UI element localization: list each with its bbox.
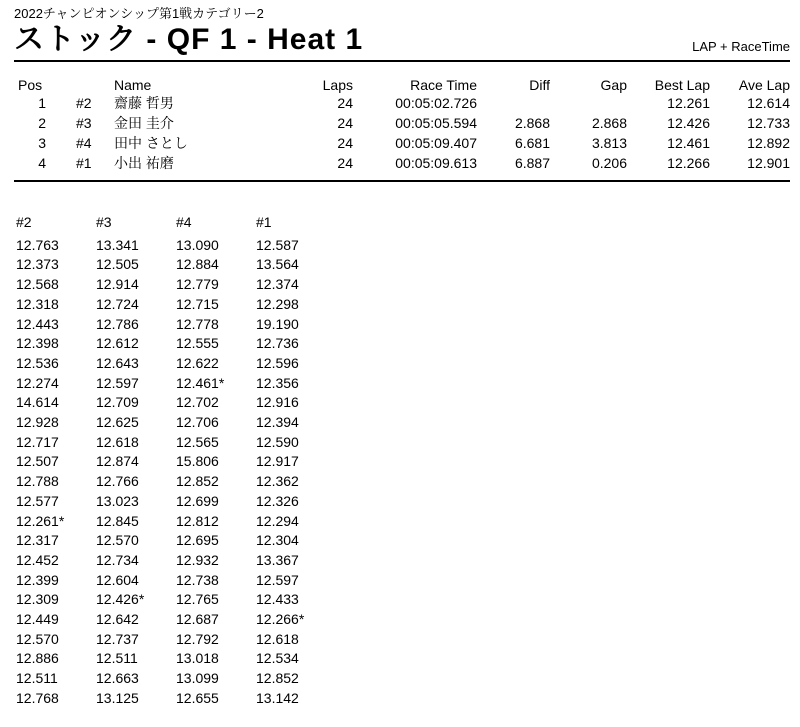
lap-time-cell: 12.852	[256, 670, 299, 687]
lap-time-cell: 12.461*	[176, 374, 225, 391]
lap-time-cell: 12.792	[176, 630, 219, 647]
result-cell-ave-lap: 12.901	[747, 155, 790, 171]
lap-time-cell: 12.642	[96, 611, 139, 628]
lap-time-cell: 12.916	[256, 394, 299, 411]
lap-time-cell: 12.511	[16, 670, 58, 687]
lap-row	[14, 590, 334, 610]
result-cell-name: 金田 圭介	[114, 115, 174, 131]
lap-time-cell: 12.318	[16, 295, 59, 312]
lap-row	[14, 512, 334, 532]
lap-time-cell: 12.715	[176, 295, 219, 312]
lap-row	[14, 295, 334, 315]
lap-row	[14, 571, 334, 591]
lap-time-cell: 12.655	[176, 689, 219, 706]
lap-time-cell: 12.734	[96, 551, 139, 568]
lap-time-cell: 12.304	[256, 532, 299, 549]
lap-time-cell: 12.706	[176, 414, 219, 431]
lap-time-cell: 13.099	[176, 670, 219, 687]
lap-time-cell: 12.577	[16, 492, 59, 509]
lap-time-cell: 12.555	[176, 335, 219, 352]
lap-time-cell: 12.326	[256, 492, 299, 509]
result-cell-best-lap: 12.266	[667, 155, 710, 171]
lap-time-cell: 12.426*	[96, 591, 145, 608]
lap-time-cell: 12.394	[256, 414, 299, 431]
lap-time-cell: 12.788	[16, 473, 59, 490]
lap-row	[14, 354, 334, 374]
result-cell-best-lap: 12.261	[667, 95, 710, 111]
lap-col-header-car1: #1	[256, 214, 272, 230]
col-header-ave-lap: Ave Lap	[738, 77, 790, 93]
result-row	[14, 133, 790, 153]
result-cell-gap: 3.813	[591, 135, 627, 151]
lap-time-cell: 13.125	[96, 689, 139, 706]
lap-time-cell: 12.597	[96, 374, 139, 391]
result-cell-pos: 3	[38, 135, 46, 151]
lap-time-cell: 12.534	[256, 650, 299, 667]
lap-time-cell: 12.886	[16, 650, 59, 667]
lap-time-cell: 12.917	[256, 453, 299, 470]
lap-time-cell: 15.806	[176, 453, 219, 470]
col-header-diff: Diff	[529, 77, 550, 93]
result-cell-best-lap: 12.461	[667, 135, 710, 151]
lap-row	[14, 610, 334, 630]
lap-time-cell: 12.587	[256, 236, 299, 253]
lap-time-cell: 13.023	[96, 492, 139, 509]
lap-time-cell: 12.261*	[16, 512, 65, 529]
col-header-name: Name	[114, 77, 152, 93]
lap-time-cell: 12.399	[16, 571, 59, 588]
lap-time-cell: 12.266*	[256, 611, 305, 628]
result-cell-name: 田中 さとし	[114, 135, 188, 151]
lap-time-cell: 12.536	[16, 354, 59, 371]
lap-time-cell: 12.298	[256, 295, 299, 312]
lap-time-cell: 12.812	[176, 512, 219, 529]
result-row	[14, 153, 790, 173]
results-table	[14, 77, 790, 173]
lap-time-cell: 12.845	[96, 512, 139, 529]
lap-time-cell: 12.768	[16, 689, 59, 706]
lap-time-cell: 12.695	[176, 532, 219, 549]
result-cell-race-time: 00:05:09.407	[395, 135, 477, 151]
lap-time-cell: 12.663	[96, 670, 139, 687]
lap-row	[14, 334, 334, 354]
lap-time-cell: 12.449	[16, 611, 59, 628]
lap-time-cell: 12.717	[16, 433, 59, 450]
lap-time-cell: 12.596	[256, 354, 299, 371]
result-cell-pos: 1	[38, 95, 46, 111]
lap-time-cell: 12.852	[176, 473, 219, 490]
lap-time-cell: 14.614	[16, 394, 59, 411]
result-cell-ave-lap: 12.614	[747, 95, 790, 111]
lap-time-cell: 12.724	[96, 295, 139, 312]
result-cell-race-time: 00:05:05.594	[395, 115, 477, 131]
lap-row	[14, 275, 334, 295]
result-cell-car: #2	[76, 95, 92, 111]
lap-time-cell: 12.884	[176, 256, 219, 273]
lap-row	[14, 630, 334, 650]
result-cell-name: 小出 祐磨	[114, 155, 174, 171]
result-cell-gap: 0.206	[591, 155, 627, 171]
lap-time-cell: 12.618	[96, 433, 139, 450]
result-cell-car: #3	[76, 115, 92, 131]
result-cell-laps: 24	[337, 95, 353, 111]
lap-row	[14, 689, 334, 709]
lap-time-cell: 12.736	[256, 335, 299, 352]
lap-time-cell: 12.433	[256, 591, 299, 608]
lap-times-body	[14, 236, 334, 709]
col-header-race-time: Race Time	[410, 77, 477, 93]
lap-row	[14, 433, 334, 453]
lap-time-cell: 12.597	[256, 571, 299, 588]
lap-time-cell: 12.766	[96, 473, 139, 490]
lap-col-header-car3: #3	[96, 214, 112, 230]
lap-time-cell: 12.914	[96, 276, 139, 293]
col-header-laps: Laps	[322, 77, 353, 93]
result-cell-car: #1	[76, 155, 92, 171]
result-row	[14, 93, 790, 113]
result-cell-race-time: 00:05:09.613	[395, 155, 477, 171]
col-header-gap: Gap	[600, 77, 627, 93]
lap-time-cell: 12.779	[176, 276, 219, 293]
lap-row	[14, 413, 334, 433]
results-header-row	[14, 77, 790, 93]
lap-time-cell: 12.737	[96, 630, 139, 647]
lap-col-header-car2: #2	[16, 214, 32, 230]
lap-time-cell: 12.874	[96, 453, 139, 470]
results-section	[14, 77, 790, 182]
lap-time-cell: 12.398	[16, 335, 59, 352]
lap-time-cell: 13.341	[96, 236, 139, 253]
result-cell-ave-lap: 12.892	[747, 135, 790, 151]
lap-time-cell: 12.511	[96, 650, 138, 667]
result-cell-diff: 6.681	[514, 135, 550, 151]
lap-time-cell: 12.570	[96, 532, 139, 549]
lap-time-cell: 12.309	[16, 591, 59, 608]
result-row	[14, 113, 790, 133]
lap-row	[14, 649, 334, 669]
result-cell-pos: 2	[38, 115, 46, 131]
lap-time-cell: 12.643	[96, 354, 139, 371]
lap-time-cell: 12.452	[16, 551, 59, 568]
lap-time-cell: 12.356	[256, 374, 299, 391]
col-header-best-lap: Best Lap	[654, 77, 710, 93]
lap-time-cell: 13.090	[176, 236, 219, 253]
title-row	[14, 22, 790, 62]
lap-time-cell: 12.604	[96, 571, 139, 588]
lap-time-cell: 12.565	[176, 433, 219, 450]
col-header-pos: Pos	[18, 77, 43, 93]
lap-header-row	[14, 213, 334, 236]
lap-time-cell: 12.374	[256, 276, 299, 293]
lap-col-header-car4: #4	[176, 214, 192, 230]
lap-time-cell: 12.738	[176, 571, 219, 588]
lap-time-cell: 12.373	[16, 256, 59, 273]
lap-row	[14, 452, 334, 472]
result-cell-gap: 2.868	[591, 115, 627, 131]
lap-time-cell: 12.687	[176, 611, 219, 628]
result-cell-best-lap: 12.426	[667, 115, 710, 131]
lap-time-cell: 13.142	[256, 689, 299, 706]
col-header-car	[54, 77, 114, 93]
lap-time-cell: 12.443	[16, 315, 59, 332]
result-cell-ave-lap: 12.733	[747, 115, 790, 131]
lap-row	[14, 551, 334, 571]
lap-row	[14, 472, 334, 492]
lap-time-cell: 12.625	[96, 414, 139, 431]
lap-time-cell: 12.590	[256, 433, 299, 450]
lap-time-cell: 12.763	[16, 236, 59, 253]
lap-times-table	[14, 213, 334, 709]
lap-time-cell: 12.709	[96, 394, 139, 411]
lap-time-cell: 12.765	[176, 591, 219, 608]
lap-time-cell: 12.274	[16, 374, 59, 391]
lap-time-cell: 12.702	[176, 394, 219, 411]
result-cell-laps: 24	[337, 115, 353, 131]
lap-time-cell: 12.622	[176, 354, 219, 371]
page-title: ストック - QF 1 - Heat 1	[14, 23, 364, 56]
lap-time-cell: 12.317	[16, 532, 59, 549]
lap-row	[14, 492, 334, 512]
lap-row	[14, 255, 334, 275]
lap-time-cell: 12.928	[16, 414, 59, 431]
result-cell-laps: 24	[337, 155, 353, 171]
lap-time-cell: 13.367	[256, 551, 299, 568]
lap-row	[14, 374, 334, 394]
lap-row	[14, 393, 334, 413]
lap-time-cell: 12.294	[256, 512, 299, 529]
event-subtitle: 2022チャンピオンシップ第1戦カテゴリー2	[14, 6, 264, 21]
lap-row	[14, 315, 334, 335]
lap-time-cell: 12.618	[256, 630, 299, 647]
lap-time-cell: 12.778	[176, 315, 219, 332]
lap-row	[14, 531, 334, 551]
result-cell-car: #4	[76, 135, 92, 151]
lap-time-cell: 12.699	[176, 492, 219, 509]
lap-time-cell: 12.570	[16, 630, 59, 647]
results-table-body	[14, 93, 790, 173]
result-cell-diff: 2.868	[514, 115, 550, 131]
sheet-header	[14, 6, 790, 62]
lap-time-cell: 12.568	[16, 276, 59, 293]
result-cell-name: 齋藤 哲男	[114, 95, 174, 111]
lap-time-cell: 12.932	[176, 551, 219, 568]
lap-time-cell: 12.612	[96, 335, 139, 352]
lap-time-cell: 12.362	[256, 473, 299, 490]
lap-time-cell: 19.190	[256, 315, 299, 332]
result-cell-race-time: 00:05:02.726	[395, 95, 477, 111]
lap-row	[14, 236, 334, 256]
lap-time-cell: 12.505	[96, 256, 139, 273]
result-cell-laps: 24	[337, 135, 353, 151]
result-cell-gap	[550, 93, 627, 113]
lap-time-cell: 13.564	[256, 256, 299, 273]
lap-row	[14, 669, 334, 689]
result-cell-pos: 4	[38, 155, 46, 171]
lap-time-cell: 13.018	[176, 650, 219, 667]
lap-time-cell: 12.507	[16, 453, 59, 470]
timing-mode-label: LAP + RaceTime	[692, 39, 790, 54]
result-cell-diff	[477, 93, 550, 113]
result-cell-diff: 6.887	[514, 155, 550, 171]
lap-time-cell: 12.786	[96, 315, 139, 332]
